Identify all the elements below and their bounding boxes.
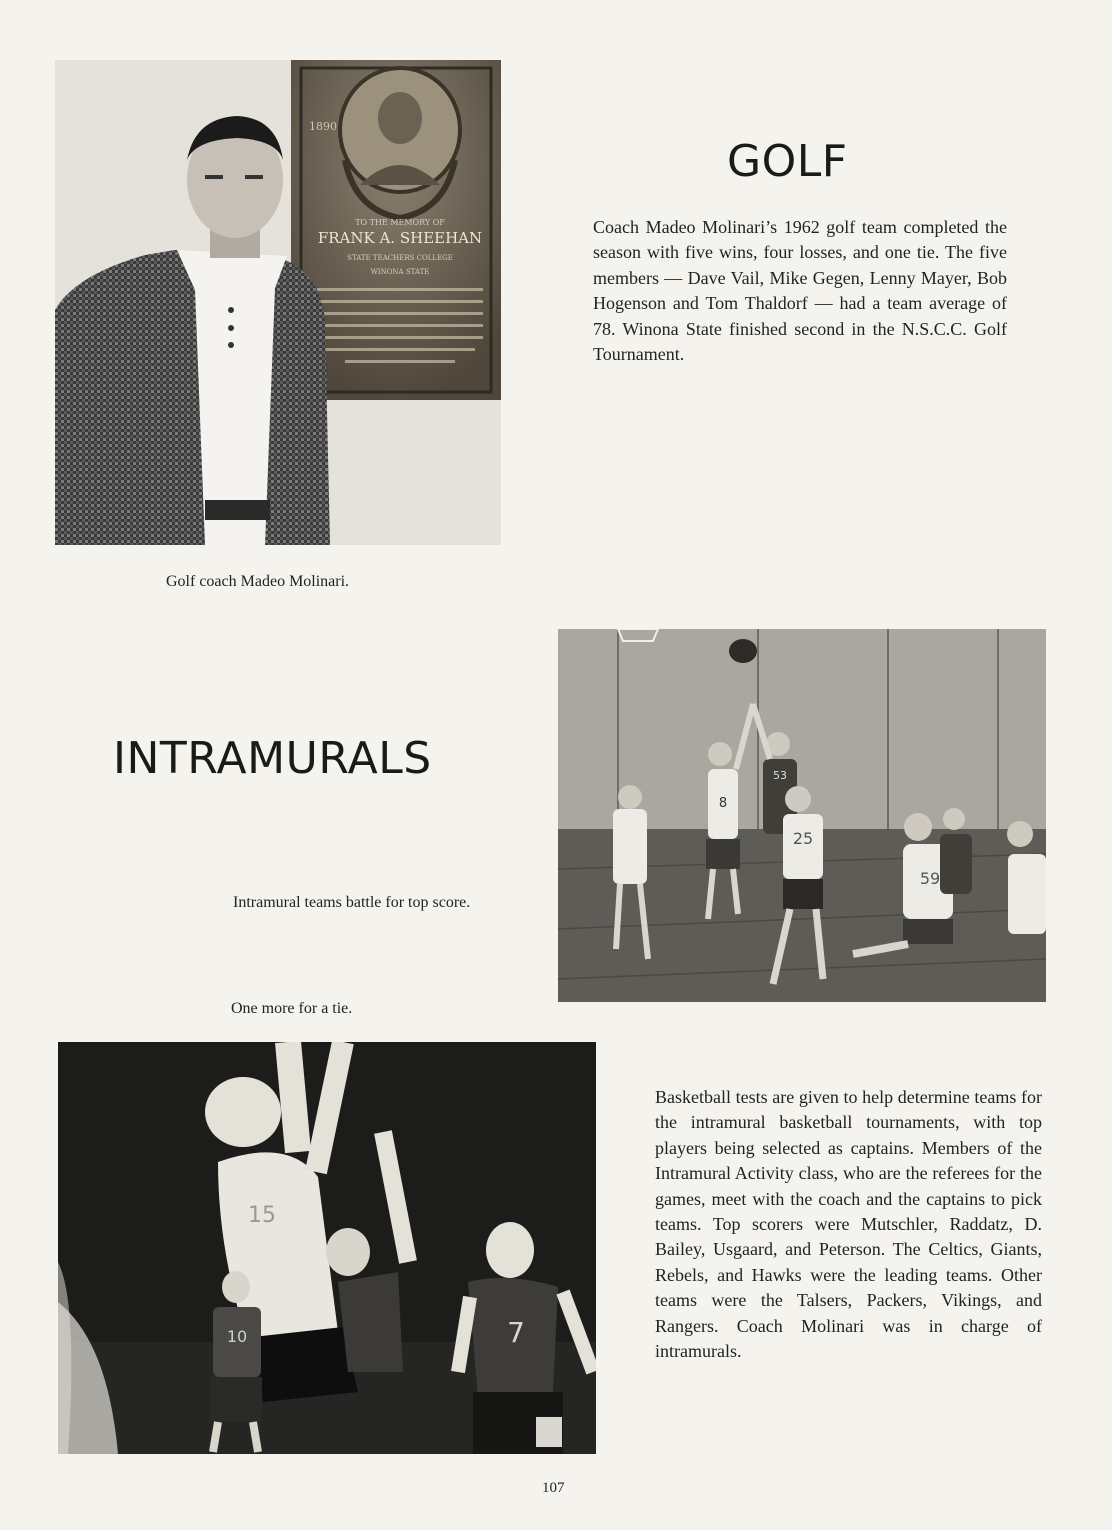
golf-coach-photo (55, 60, 501, 545)
plaque-name: FRANK A. SHEEHAN (317, 229, 483, 247)
golf-body-text: Coach Madeo Molinari’s 1962 golf team completed the season with five wins, four losses, and one tie. The five members — Dave Vail, Mike Gegen, Lenny Mayer, Bob Hogenson and Tom Thaldorf — had a team average of 78. Winona State finished second in the N.S.C.C. Golf Tournament. (593, 217, 1007, 365)
jersey-number: 25 (792, 829, 814, 848)
jersey-number: 53 (773, 769, 787, 782)
intramural-photo-caption: Intramural teams battle for top score. (233, 894, 471, 911)
golf-photo-caption: Golf coach Madeo Molinari. (166, 573, 350, 590)
intramural-game-photo (558, 629, 1046, 1002)
golf-heading: GOLF (727, 136, 848, 187)
jersey-number: 7 (507, 1316, 525, 1349)
tie-photo-caption: One more for a tie. (231, 1000, 353, 1017)
page-number: 107 (542, 1480, 565, 1496)
jersey-number: 15 (248, 1203, 276, 1228)
jersey-number: 59 (919, 869, 941, 888)
jersey-number: 8 (718, 796, 728, 811)
plaque-text-2: STATE TEACHERS COLLEGE (347, 254, 453, 262)
intramurals-body-text: Basketball tests are given to help determine teams for the intramural basketball tournaments, with top players being selected as captains. Members of the Intramural Activity class, who are the referees for the games, meet with the coach and the captains to pick teams. Top scorers were Mutschler, Raddatz, D. Bailey, Usgaard, and Peterson. The Celtics, Giants, Rebels, and Hawks were the leading teams. Other teams were the Talsers, Packers, Vikings, and Rangers. Coach Molinari was in charge of intramurals. (655, 1087, 1042, 1362)
basketball (729, 639, 757, 663)
plaque-text-3: WINONA STATE (370, 268, 430, 276)
one-more-for-a-tie-photo (58, 1042, 596, 1454)
intramurals-heading: INTRAMURALS (113, 733, 432, 784)
plaque-text-1: TO THE MEMORY OF (355, 218, 445, 227)
plaque-year: 1890 (309, 120, 337, 133)
jersey-number: 10 (226, 1327, 248, 1346)
